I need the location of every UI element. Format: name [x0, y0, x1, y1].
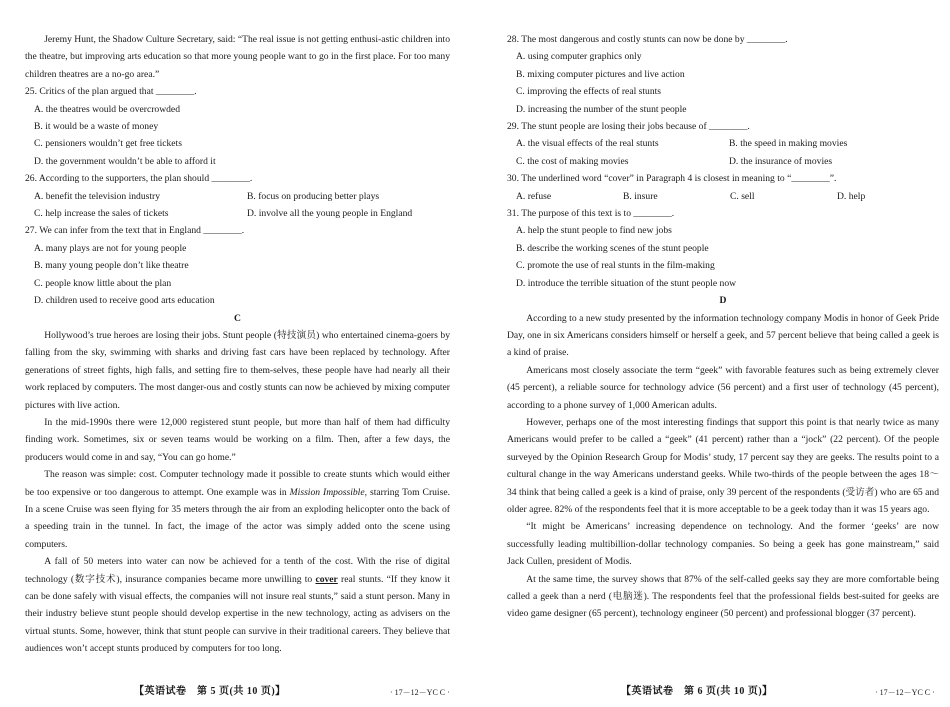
right-page-footer — [621, 683, 773, 700]
underlined-word-cover: cover — [315, 573, 338, 585]
option-d: D. the government wouldn’t be able to afford it — [34, 155, 216, 167]
question-25 — [25, 83, 450, 170]
paragraph-text: The reason was simple: cost. Computer technology made it possible to create stunts which would either be too expensive or too dangerous to attempt. One example was in — [25, 469, 450, 498]
passage-d-paragraph-5: At the same time, the survey shows that 87% of the self-called geeks say they are more comfortable being called a geek than a nerd (电脑迷). The respondents feel that the professional fields best-suited for geeks are video game designer (65 percent), technology engineer (50 percent) and professional blogger (37 percent). — [507, 573, 939, 620]
intro-paragraph: Jeremy Hunt, the Shadow Culture Secretary, said: “The real issue is not getting enthusi-astic children into the theatre, but improving arts education so that more young people want to go in the first place. For too many children theatres are a no-go area.” — [25, 34, 450, 80]
right-column — [507, 31, 939, 623]
option-a: A. many plays are not for young people — [34, 242, 187, 254]
option-a: A. refuse — [516, 190, 552, 202]
question-stem: 28. The most dangerous and costly stunts can now be done by ________. — [507, 34, 788, 45]
question-26 — [25, 170, 450, 222]
left-column — [25, 31, 450, 658]
question-stem: 25. Critics of the plan argued that ________. — [25, 86, 197, 98]
question-27 — [25, 222, 450, 309]
option-b: B. focus on producing better plays — [247, 190, 380, 202]
option-b: B. insure — [623, 190, 658, 202]
page-footer-title: 【英语试卷 第 5 页(共 10 页)】 — [134, 686, 286, 697]
section-heading-d: D — [719, 295, 727, 307]
question-stem: 29. The stunt people are losing their jobs because of ________. — [507, 121, 750, 133]
section-heading-c: C — [234, 312, 241, 324]
option-d: D. increasing the number of the stunt people — [516, 103, 687, 115]
page-code: · 17－12－YC C · — [875, 688, 935, 697]
option-c: C. sell — [730, 190, 755, 202]
passage-d-paragraph-3: However, perhaps one of the most interesting findings that support this point is that nearly twice as many Americans would prefer to be called a “geek” (41 percent) rather than a “jock” (22 percent). Of the people surveyed by the Opinion Research Group for Modis’ study, 17 percent say they are geeks. The results point to a cultural change in the way Americans understand geeks. While two-thirds of the people between the ages 18～34 think that being called a geek is a kind of praise, only 39 percent of the respondents (受访者) who are 65 and older agree. 82% of the respondents feel that it is more acceptable to be a geek today than it was 15 years ago. — [507, 416, 939, 515]
option-d: D. children used to receive good arts education — [34, 295, 215, 307]
question-stem: 27. We can infer from the text that in England ________. — [25, 225, 245, 237]
option-d: D. the insurance of movies — [729, 155, 833, 167]
option-a: A. benefit the television industry — [34, 190, 161, 202]
question-stem: 30. The underlined word “cover” in Paragraph 4 is closest in meaning to “________”. — [507, 173, 837, 185]
film-title: Mission Impossible — [289, 486, 365, 498]
option-a: A. the visual effects of the real stunts — [516, 138, 659, 150]
option-c: C. improving the effects of real stunts — [516, 86, 662, 98]
option-a: A. using computer graphics only — [516, 51, 642, 63]
option-d: D. help — [837, 190, 866, 202]
page-code: · 17－12－YC C · — [390, 688, 450, 697]
option-b: B. it would be a waste of money — [34, 121, 159, 133]
option-c: C. promote the use of real stunts in the film-making — [516, 260, 715, 272]
option-b: B. many young people don’t like theatre — [34, 260, 189, 272]
question-stem: 26. According to the supporters, the plan should ________. — [25, 173, 253, 185]
question-30 — [507, 170, 939, 205]
option-c: C. help increase the sales of tickets — [34, 208, 169, 220]
paragraph-text: A fall of 50 meters into water can now be achieved for a tenth of the cost. With the rise of digital technology (数字技术), insurance companies became more unwilling to — [25, 556, 450, 585]
passage-d-paragraph-2: Americans most closely associate the term “geek” with favorable features such as being extremely clever (45 percent), a reliable source for technology advice (56 percent) and a first user of technology (45 percent), according to a phone survey of 1,000 American adults. — [507, 364, 939, 411]
option-b: B. the speed in making movies — [729, 138, 848, 150]
question-28 — [507, 31, 939, 118]
question-stem: 31. The purpose of this text is to ________. — [507, 208, 675, 220]
option-b: B. describe the working scenes of the stunt people — [516, 242, 709, 254]
option-d: D. involve all the young people in England — [247, 208, 413, 220]
option-c: C. people know little about the plan — [34, 277, 172, 289]
option-b: B. mixing computer pictures and live action — [516, 68, 685, 80]
option-d: D. introduce the terrible situation of the stunt people now — [516, 277, 737, 289]
option-c: C. pensioners wouldn’t get free tickets — [34, 138, 182, 150]
option-c: C. the cost of making movies — [516, 155, 629, 167]
left-page-footer — [134, 683, 286, 700]
page-footer-title: 【英语试卷 第 6 页(共 10 页)】 — [621, 686, 773, 697]
question-31 — [507, 205, 939, 292]
passage-d-paragraph-1: According to a new study presented by the information technology company Modis in honor of Geek Pride Day, one in six Americans considers himself or herself a geek, and 57 percent believe that being called a geek is a kind of praise. — [507, 312, 939, 359]
paragraph-text: real stunts. “If they know it can be done safely with visual effects, the companies will not insure real stunts,” said a stunt person. Many in their industry believe stunt people should develop expertise in the new technology, acting as advisers on the virtual stunts. Some, however, think that stunt people can survive in their traditional careers. They believe that audiences won’t accept stunts produced by computers for too long. — [25, 573, 450, 655]
option-a: A. help the stunt people to find new jobs — [516, 225, 672, 237]
passage-c-paragraph-4 — [25, 553, 450, 657]
passage-c-paragraph-1: Hollywood’s true heroes are losing their jobs. Stunt people (特技演员) who entertained cinema-goers by falling from the sky, swimming with sharks and driving fast cars have been replaced by technology. After generations of street fights, high falls, and setting fire to them-selves, these people have had nearly all their work replaced by computers. The most danger-ous and costly stunts can now be achieved by mixing computer pictures with live action. — [25, 329, 450, 411]
option-a: A. the theatres would be overcrowded — [34, 103, 180, 115]
paragraph-text: , starring Tom Cruise. In a scene Cruise was seen flying for 35 meters through the air from an exploding helicopter onto the back of a speeding train in the tunnel. In fact, the image of the actor was simply added onto the scene using computers. — [25, 486, 450, 550]
question-29 — [507, 118, 939, 170]
passage-c-paragraph-3 — [25, 466, 450, 553]
passage-c-paragraph-2: In the mid-1990s there were 12,000 registered stunt people, but more than half of them had difficulty finding work. Sometimes, six or seven teams would be working on a film. Then, after a few days, the producers would come in and say, “You can go home.” — [25, 416, 450, 463]
passage-d-paragraph-4: “It might be Americans’ increasing dependence on technology. And the former ‘geeks’ are now successfully leading multibillion-dollar technology companies. So being a geek has gone mainstream,” said Jack Cullen, president of Modis. — [507, 521, 939, 568]
